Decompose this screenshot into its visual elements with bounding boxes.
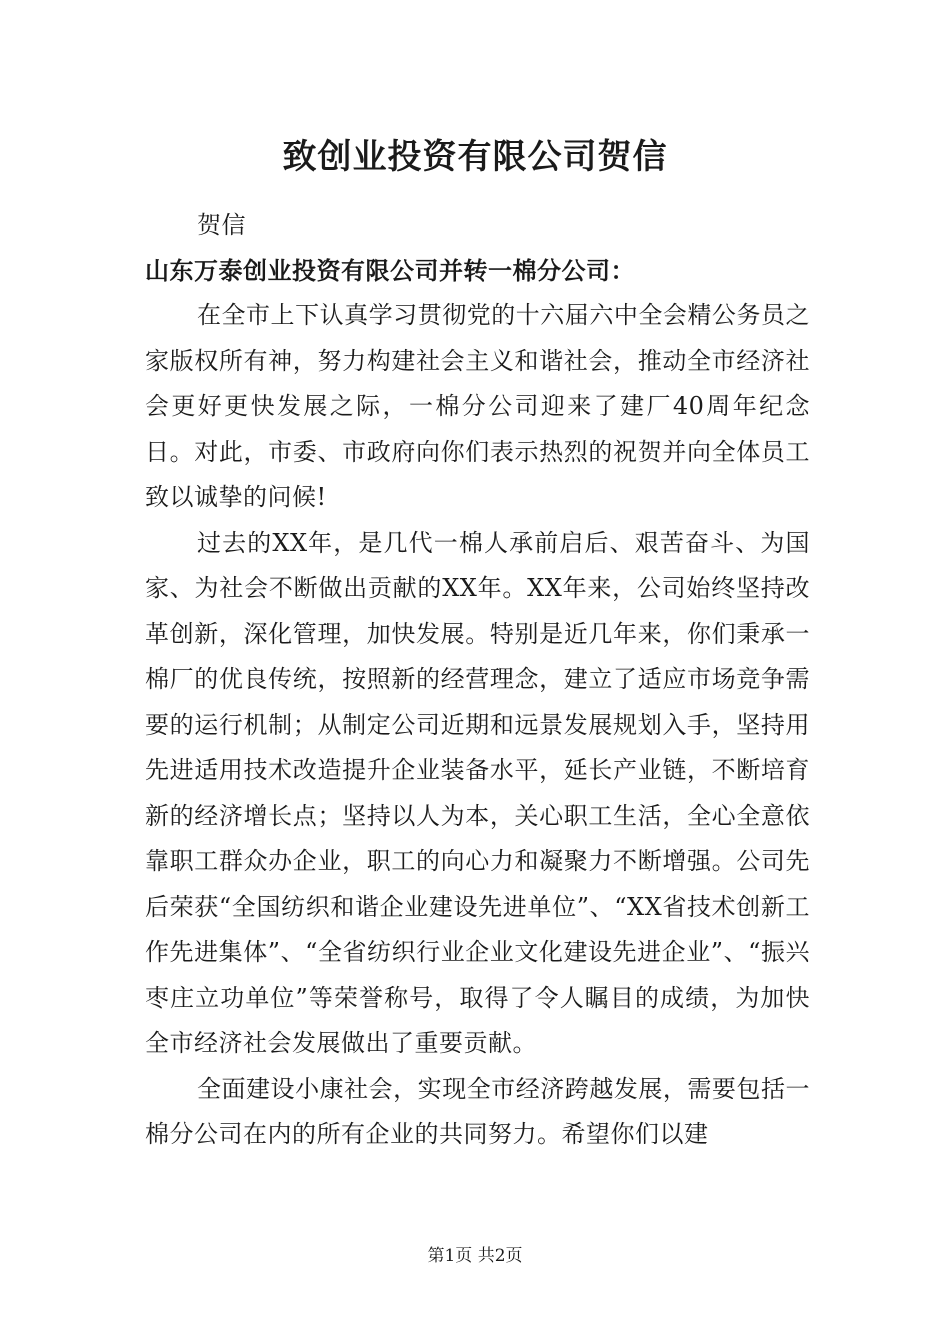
body-paragraph-1: 在全市上下认真学习贯彻党的十六届六中全会精公务员之家版权所有神，努力构建社会主义和谐社会，推动全市经济社会更好更快发展之际，一棉分公司迎来了建厂40周年纪念日。对此，市委、市政府向你们表示热烈的祝贺并向全体员工致以诚挚的问候! <box>145 301 810 511</box>
body-paragraph-2: 过去的XX年，是几代一棉人承前启后、艰苦奋斗、为国家、为社会不断做出贡献的XX年。XX年来，公司始终坚持改革创新，深化管理，加快发展。特别是近几年来，你们秉承一棉厂的优良传统，按照新的经营理念，建立了适应市场竞争需要的运行机制；从制定公司近期和远景发展规划入手，坚持用先进适用技术改造提升企业装备水平，延长产业链，不断培育新的经济增长点；坚持以人为本，关心职工生活，全心全意依靠职工群众办企业，职工的向心力和凝聚力不断增强。公司先后荣获“全国纺织和谐企业建设先进单位”、“XX省技术创新工作先进集体”、“全省纺织行业企业文化建设先进企业”、“振兴枣庄立功单位”等荣誉称号，取得了令人瞩目的成绩，为加快全市经济社会发展做出了重要贡献。 <box>145 528 810 1057</box>
letter-label: 贺信 <box>197 211 246 239</box>
addressee: 山东万泰创业投资有限公司并转一棉分公司： <box>145 256 635 285</box>
letter-body <box>145 293 810 1158</box>
page-indicator: 第1页 共2页 <box>427 1246 523 1266</box>
body-paragraph-3: 全面建设小康社会，实现全市经济跨越发展，需要包括一棉分公司在内的所有企业的共同努力。希望你们以建 <box>145 1074 810 1148</box>
document-title: 致创业投资有限公司贺信 <box>282 137 668 177</box>
